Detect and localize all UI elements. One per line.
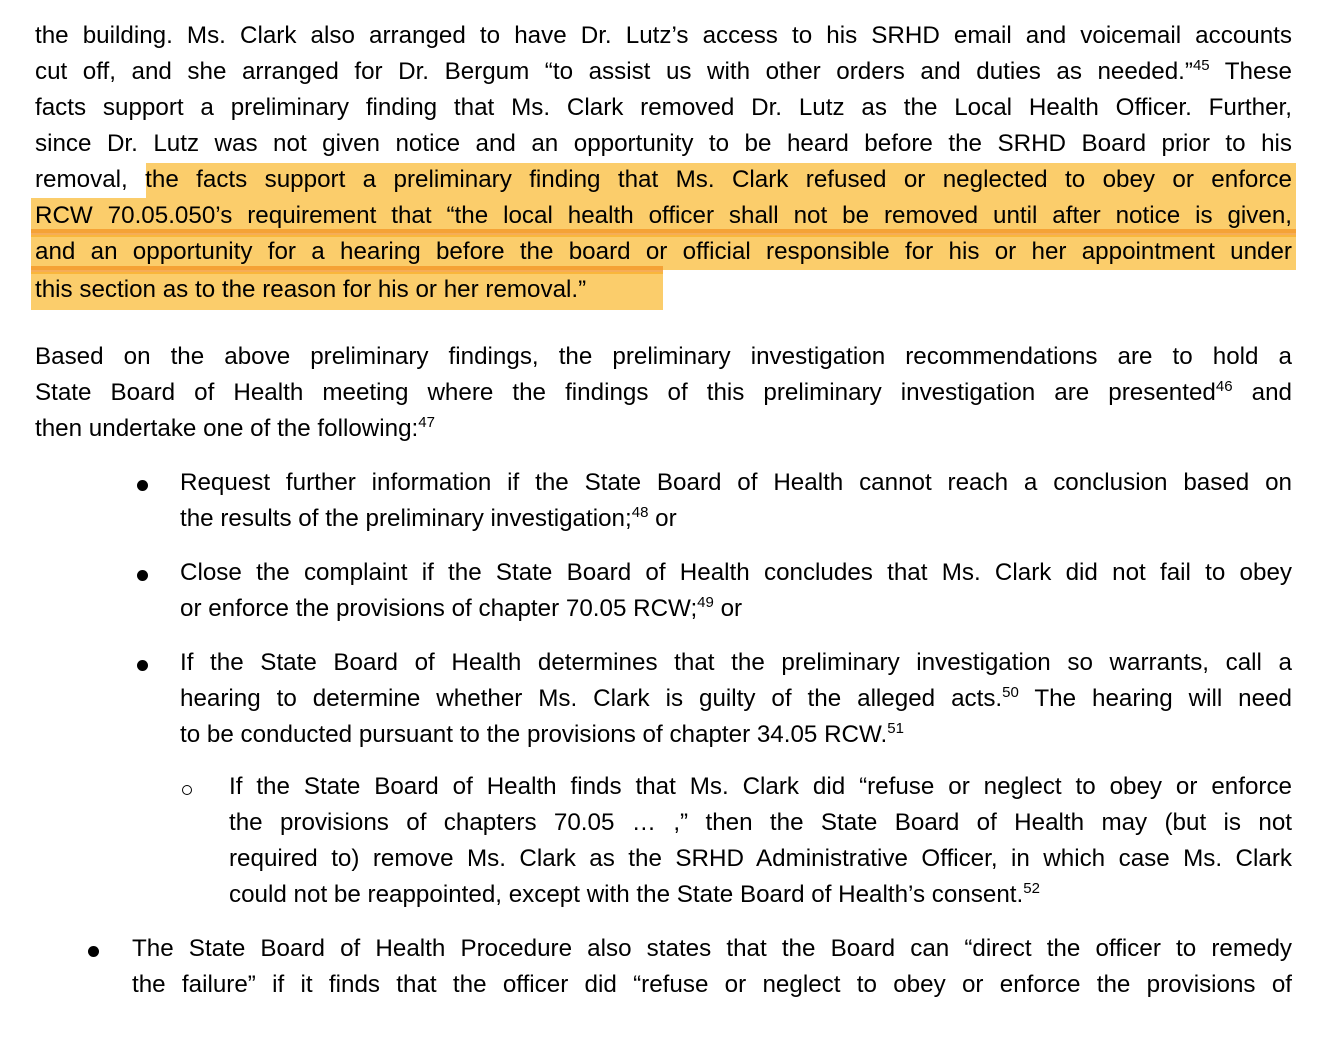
last-bullet-line-1: The State Board of Health Procedure also states that the Board can “direct the officer to remedy xyxy=(132,935,1292,962)
bullet-icon xyxy=(88,946,99,957)
highlighted-text: the facts support a preliminary finding that Ms. Clark refused or neglected to obey or enforce xyxy=(145,166,1292,193)
para2-line-1: Based on the above preliminary findings, the preliminary investigation recommendations are to hold a xyxy=(35,343,1292,370)
para1-line-3: facts support a preliminary finding that Ms. Clark removed Dr. Lutz as the Local Health Officer. Further, xyxy=(35,94,1292,121)
footnote-ref: 46 xyxy=(1215,378,1233,395)
para1-line-6 xyxy=(35,198,1292,234)
bullet-1-line-2: the results of the preliminary investigation;$^{48}$ or xyxy=(180,504,677,532)
bullet-2-line-2: or enforce the provisions of chapter 70.05 RCW;$^{49}$ or xyxy=(180,594,743,622)
para2-line-2: State Board of Health meeting where the findings of this preliminary investigation are presented$^{46}$ and xyxy=(35,378,1292,406)
para1-line-4: since Dr. Lutz was not given notice and an opportunity to be heard before the SRHD Board prior to his xyxy=(35,130,1292,157)
sub-bullet-circle-icon xyxy=(182,785,192,795)
highlighted-text: this section as to the reason for his or her removal.” xyxy=(35,276,587,303)
highlighted-text: RCW 70.05.050’s requirement that “the local health officer shall not be removed until after notice is given, xyxy=(35,202,1292,229)
footnote-ref: 45 xyxy=(1192,57,1210,74)
sub-bullet-line-3: required to) remove Ms. Clark as the SRHD Administrative Officer, in which case Ms. Clark xyxy=(229,845,1292,872)
footnote-ref: 47 xyxy=(418,414,435,431)
sub-bullet-line-1: If the State Board of Health finds that Ms. Clark did “refuse or neglect to obey or enforce xyxy=(229,773,1292,800)
footnote-ref: 51 xyxy=(887,720,904,737)
bullet-3-line-2: hearing to determine whether Ms. Clark is guilty of the alleged acts.$^{50}$ The hearing will need xyxy=(180,684,1292,712)
para1-line-7 xyxy=(35,234,1292,270)
para1-line-8 xyxy=(35,272,586,308)
sub-bullet-line-4: could not be reappointed, except with the State Board of Health’s consent.$^{52}$ xyxy=(229,880,1040,908)
last-bullet-line-2: the failure” if it finds that the officer did “refuse or neglect to obey or enforce the provisions of xyxy=(132,971,1292,998)
para1-line-1: the building. Ms. Clark also arranged to have Dr. Lutz’s access to his SRHD email and voicemail accounts xyxy=(35,22,1292,49)
para2-line-3: then undertake one of the following:$^{47}$ xyxy=(35,414,435,442)
bullet-3-line-1: If the State Board of Health determines that the preliminary investigation so warrants, call a xyxy=(180,649,1292,676)
bullet-2-line-1: Close the complaint if the State Board of Health concludes that Ms. Clark did not fail to obey xyxy=(180,559,1292,586)
highlighted-text: and an opportunity for a hearing before the board or official responsible for his or her appointment under xyxy=(35,238,1292,265)
sub-bullet-line-2: the provisions of chapters 70.05 … ,” then the State Board of Health may (but is not xyxy=(229,809,1292,836)
bullet-icon xyxy=(137,480,148,491)
para1-line-2: cut off, and she arranged for Dr. Bergum “to assist us with other orders and duties as needed.”$^{45}$ These xyxy=(35,57,1292,85)
footnote-ref: 52 xyxy=(1023,880,1040,897)
bullet-icon xyxy=(137,660,148,671)
bullet-icon xyxy=(137,570,148,581)
footnote-ref: 49 xyxy=(697,594,714,611)
footnote-ref: 50 xyxy=(1002,684,1019,701)
para1-line-5: removal, the facts support a preliminary finding that Ms. Clark refused or neglected to obey or enforce xyxy=(35,166,1292,193)
footnote-ref: 48 xyxy=(631,504,649,521)
bullet-3-line-3: to be conducted pursuant to the provisions of chapter 34.05 RCW.$^{51}$ xyxy=(180,720,904,748)
bullet-1-line-1: Request further information if the State Board of Health cannot reach a conclusion based on xyxy=(180,469,1292,496)
